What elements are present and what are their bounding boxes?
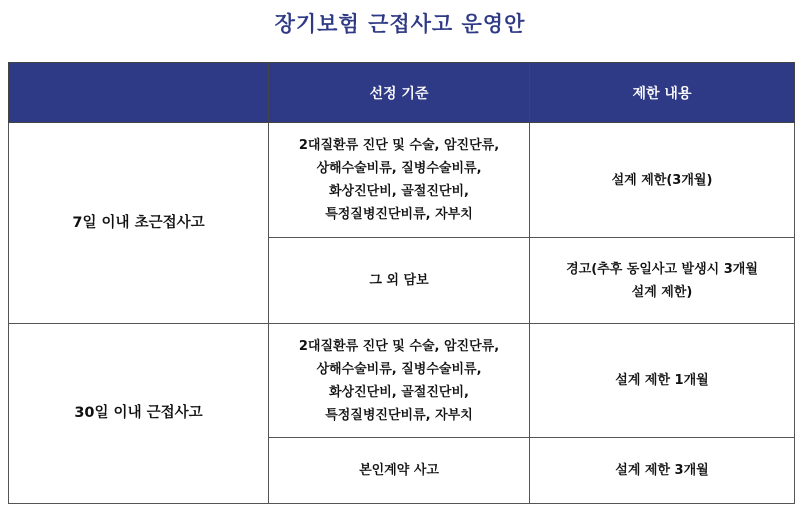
restriction-cell — [530, 324, 795, 438]
restriction-cell — [530, 438, 795, 504]
restriction-line: 설계 제한 3개월 — [615, 463, 709, 478]
criteria-line: 화상진단비, 골절진단비, — [329, 384, 469, 400]
criteria-cell — [269, 438, 530, 504]
criteria-cell — [269, 123, 530, 238]
page-title: 장기보험 근접사고 운영안 — [274, 12, 526, 36]
restriction-line: 설계 제한 1개월 — [615, 373, 709, 388]
table-header-row — [9, 63, 795, 123]
criteria-line: 2대질환류 진단 및 수술, 암진단류, — [298, 338, 500, 354]
restriction-line: 설계 제한(3개월) — [611, 172, 713, 188]
table-row — [9, 123, 795, 238]
criteria-line: 특정질병진단비류, 자부치 — [325, 207, 473, 222]
criteria-line: 상해수술비류, 질병수술비류, — [316, 161, 482, 176]
restriction-line: 경고(추후 동일사고 발생시 3개월 — [566, 261, 758, 277]
policy-table — [8, 62, 795, 504]
criteria-cell — [269, 324, 530, 438]
restriction-line: 설계 제한) — [631, 284, 693, 300]
header-empty — [9, 63, 269, 123]
restriction-cell — [530, 123, 795, 238]
table-row — [9, 324, 795, 438]
category-cell: 30일 이내 근접사고 — [9, 324, 269, 504]
criteria-line: 그 외 담보 — [369, 273, 429, 288]
criteria-line: 2대질환류 진단 및 수술, 암진단류, — [298, 138, 500, 153]
criteria-cell — [269, 238, 530, 324]
header-restriction: 제한 내용 — [530, 63, 795, 123]
category-cell: 7일 이내 초근접사고 — [9, 123, 269, 324]
criteria-line: 본인계약 사고 — [359, 463, 439, 478]
criteria-line: 상해수술비류, 질병수술비류, — [316, 361, 482, 377]
criteria-line: 특정질병진단비류, 자부치 — [325, 407, 473, 423]
header-criteria: 선정 기준 — [269, 63, 530, 123]
restriction-cell — [530, 238, 795, 324]
criteria-line: 화상진단비, 골절진단비, — [329, 184, 469, 199]
